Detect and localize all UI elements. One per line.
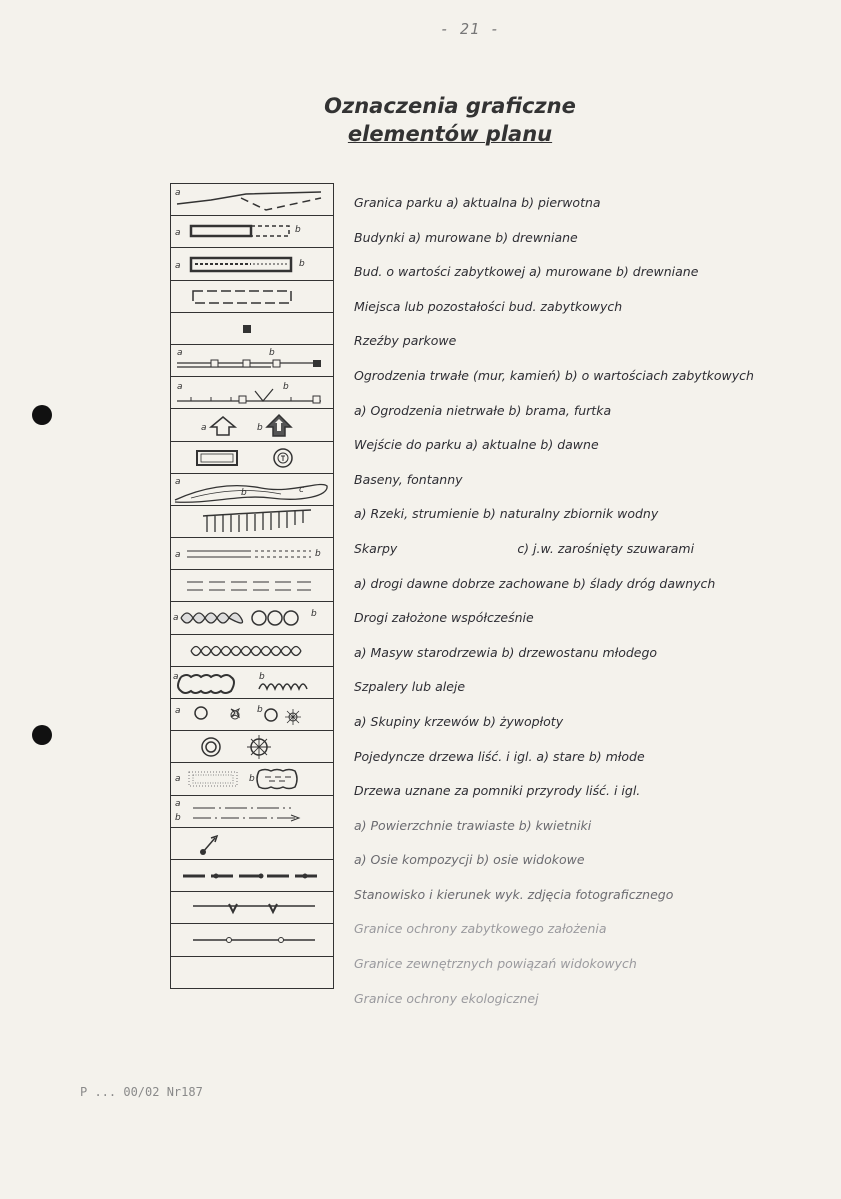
archive-stamp: P ... 00/02 Nr187: [80, 1085, 203, 1099]
legend-label: Granice zewnętrznych powiązań widokowych: [354, 956, 637, 972]
punch-hole-icon: [32, 405, 52, 425]
legend-label: Ogrodzenia trwałe (mur, kamień) b) o wartościach zabytkowych: [354, 367, 754, 383]
svg-text:a: a: [175, 774, 181, 785]
symbol-alleys: [171, 635, 333, 667]
svg-text:b: b: [295, 225, 301, 236]
symbol-shrubs-hedges: [171, 667, 333, 699]
symbol-park-entrance: [171, 409, 333, 441]
svg-text:a: a: [175, 476, 181, 487]
legend-label: Budynki a) murowane b) drewniane: [354, 229, 578, 245]
symbol-view-connections-boundary: [171, 892, 333, 924]
symbol-historic-protection-boundary: [171, 860, 333, 892]
symbol-sculptures: [171, 313, 333, 345]
legend-sublabel: c) j.w. zarośnięty szuwarami: [517, 540, 695, 556]
svg-text:a: a: [175, 188, 181, 198]
svg-text:a: a: [173, 671, 179, 682]
legend-label: Drzewa uznane za pomniki przyrody liść. i igl.: [354, 783, 641, 799]
symbol-buildings: [171, 216, 333, 248]
svg-text:a: a: [177, 347, 183, 358]
symbol-photo-point: [171, 828, 333, 860]
legend-label: a) Skupiny krzewów b) żywopłoty: [354, 713, 564, 729]
symbol-ecological-protection-boundary: [171, 924, 333, 956]
legend-label: Baseny, fontanny: [354, 471, 463, 487]
symbol-lawns-flowerbeds: [171, 763, 333, 795]
svg-text:a: a: [175, 550, 181, 561]
legend-label: Rzeźby parkowe: [354, 333, 457, 349]
svg-text:a: a: [201, 423, 207, 434]
legend-label: Granica parku a) aktualna b) pierwotna: [354, 195, 601, 210]
legend-label: Wejście do parku a) aktualne b) dawne: [354, 437, 599, 453]
legend-label: a) Ogrodzenia nietrwałe b) brama, furtka: [354, 402, 612, 418]
legend-label: a) drogi dawne dobrze zachowane b) ślady dróg dawnych: [354, 575, 716, 591]
legend-label: Skarpy c) j.w. zarośnięty szuwarami: [354, 540, 695, 556]
symbol-rivers: [171, 474, 333, 506]
legend-label: a) Masyw starodrzewia b) drzewostanu młodego: [354, 644, 658, 660]
symbol-pools-fountains: [171, 442, 333, 474]
svg-text:b: b: [299, 259, 305, 270]
svg-text:a: a: [175, 228, 181, 239]
legend-label: Granice ochrony ekologicznej: [354, 990, 539, 1006]
legend-label: a) Rzeki, strumienie b) naturalny zbiornik wodny: [354, 506, 659, 522]
title-line-2: elementów planu: [347, 122, 553, 146]
symbol-temporary-fences: [171, 377, 333, 409]
symbol-permanent-fences: [171, 345, 333, 377]
svg-text:b: b: [241, 487, 247, 498]
symbol-tree-mass: [171, 602, 333, 634]
symbol-single-trees: [171, 699, 333, 731]
symbol-natural-monuments: [171, 731, 333, 763]
legend-label: a) Osie kompozycji b) osie widokowe: [354, 852, 585, 868]
legend-label: Drogi założone współcześnie: [354, 610, 534, 626]
legend-label: Stanowisko i kierunek wyk. zdjęcia fotograficznego: [354, 886, 674, 902]
svg-text:b: b: [315, 549, 321, 560]
svg-text:b: b: [249, 774, 255, 785]
symbol-modern-roads: [171, 570, 333, 602]
legend-symbol-table: [170, 183, 334, 989]
svg-text:a: a: [175, 706, 181, 716]
legend-label: Granice ochrony zabytkowego założenia: [354, 921, 607, 937]
legend-descriptions: [354, 186, 824, 1016]
title-line-1: Oznaczenia graficzne: [324, 94, 576, 118]
svg-text:b: b: [259, 671, 265, 682]
legend-label: a) Powierzchnie trawiaste b) kwietniki: [354, 817, 592, 833]
document-title: [300, 92, 600, 148]
legend-label: Szpalery lub aleje: [354, 679, 466, 695]
svg-text:c: c: [299, 484, 304, 495]
symbol-historic-buildings: [171, 248, 333, 280]
svg-text:b: b: [175, 812, 181, 823]
symbol-empty-row: [171, 957, 333, 989]
symbol-old-roads: [171, 538, 333, 570]
svg-text:a: a: [177, 382, 183, 393]
legend-label: Bud. o wartości zabytkowej a) murowane b) drewniane: [354, 264, 699, 280]
symbol-escarpments: [171, 506, 333, 538]
svg-text:a: a: [175, 798, 181, 809]
svg-text:b: b: [257, 705, 263, 715]
page-number: - 21 -: [440, 20, 501, 38]
svg-text:b: b: [283, 382, 289, 393]
svg-text:b: b: [311, 609, 317, 620]
svg-text:a: a: [175, 261, 181, 272]
legend-label: Miejsca lub pozostałości bud. zabytkowych: [354, 298, 623, 314]
symbol-park-boundary: [171, 184, 333, 216]
svg-text:b: b: [257, 423, 263, 434]
svg-text:b: b: [269, 347, 275, 358]
punch-hole-icon: [32, 725, 52, 745]
symbol-building-remains: [171, 281, 333, 313]
legend-label: Pojedyncze drzewa liść. i igl. a) stare b) młode: [354, 748, 645, 764]
svg-text:a: a: [173, 613, 179, 624]
symbol-axes: [171, 796, 333, 828]
